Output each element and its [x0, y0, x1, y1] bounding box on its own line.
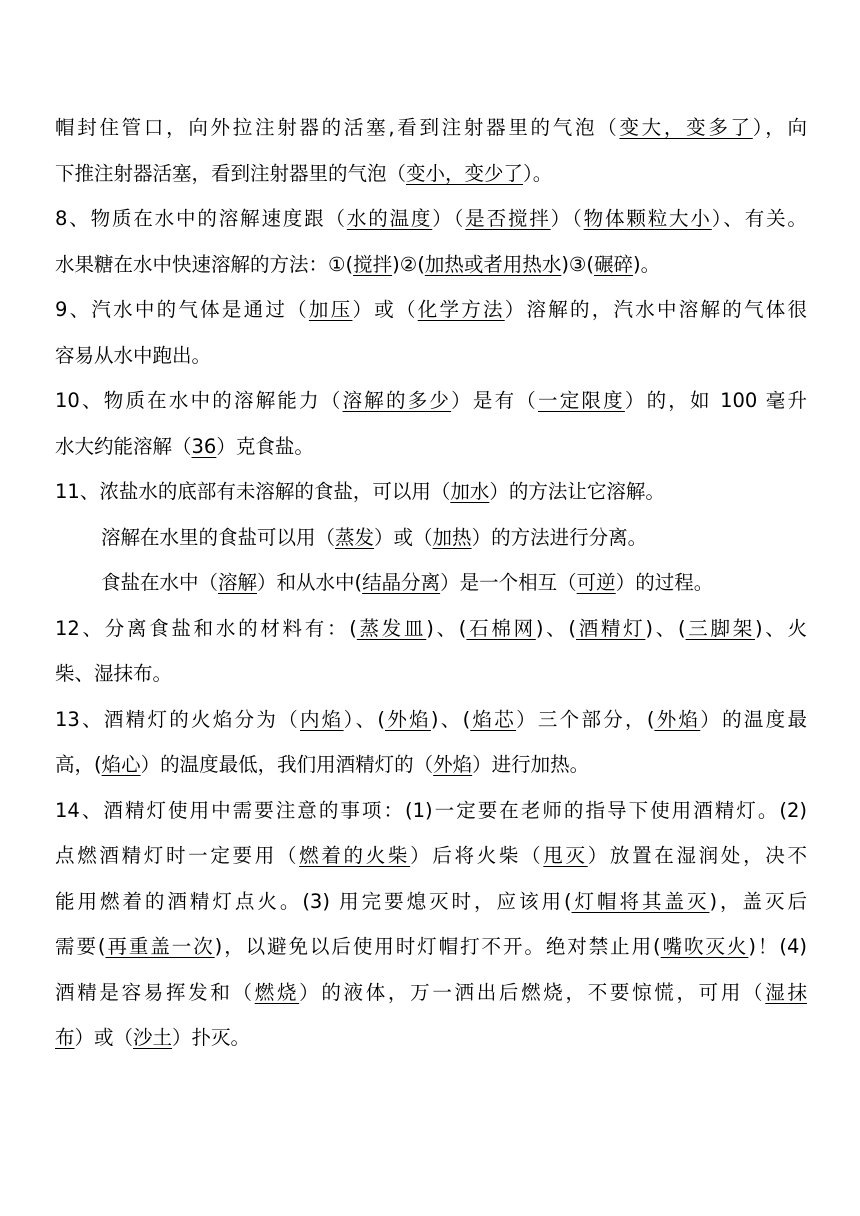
answer-underlined: 燃烧 — [254, 980, 300, 1004]
text-segment: ）的温度最低，我们用酒精灯的（ — [140, 753, 434, 776]
answer-underlined: 一定限度 — [538, 389, 625, 412]
answer-underlined: 外焰 — [385, 707, 431, 731]
text-line — [55, 242, 807, 288]
text-line — [55, 515, 807, 561]
text-segment: ）进行加热。 — [472, 753, 590, 776]
answer-underlined: 水的温度 — [346, 207, 433, 230]
text-line — [55, 196, 807, 242]
text-segment: 酒精是容易挥发和（ — [55, 980, 255, 1004]
answer-underlined: 物体颗粒大小 — [583, 207, 712, 230]
answer-underlined: 变小，变少了 — [406, 161, 524, 185]
answer-underlined: 嘴吹灭火 — [660, 935, 749, 958]
text-segment: 9、汽水中的气体是通过（ — [55, 298, 309, 321]
text-segment: 高，( — [55, 753, 102, 776]
answer-underlined: 变大，变多了 — [619, 116, 753, 139]
text-segment: )、火 — [754, 616, 808, 640]
answer-underlined: 加压 — [308, 298, 353, 321]
text-segment: 容易从水中跑出。 — [55, 343, 212, 367]
text-segment: ）或（ — [374, 525, 433, 549]
text-segment: ）克食盐。 — [216, 434, 314, 458]
text-line — [55, 788, 807, 834]
text-line — [55, 560, 807, 606]
answer-underlined: 再重盖一次 — [105, 935, 215, 958]
answer-underlined: 湿抹 — [765, 980, 807, 1004]
text-segment: 水大约能溶解（ — [55, 434, 192, 458]
answer-underlined: 化学方法 — [417, 298, 505, 321]
text-line — [55, 651, 807, 697]
text-segment: ）的，如 100 毫升 — [624, 389, 807, 412]
text-line — [55, 378, 807, 424]
answer-underlined: 焰心 — [101, 753, 141, 776]
text-segment: 8、物质在水中的溶解速度跟（ — [55, 207, 347, 230]
text-segment: )！(4) — [748, 935, 807, 958]
answer-underlined: 外焰 — [654, 707, 701, 731]
text-segment: ）。 — [523, 161, 553, 185]
text-segment: )②( — [392, 252, 425, 276]
answer-underlined: 搅拌 — [353, 252, 393, 276]
text-segment: )，盖灭后 — [709, 889, 807, 913]
text-line — [55, 879, 807, 925]
text-segment: 柴、湿抹布。 — [55, 662, 173, 685]
text-segment: 12、分离食盐和水的材料有：( — [55, 616, 357, 640]
text-segment: 能用燃着的酒精灯点火。(3) 用完要熄灭时，应该用( — [55, 889, 572, 913]
answer-underlined: 溶解的多少 — [342, 389, 452, 412]
answer-underlined: 可逆 — [576, 571, 616, 594]
text-segment: 需要( — [55, 935, 106, 958]
answer-underlined: 酒精灯 — [575, 616, 646, 640]
text-segment: ）或（ — [352, 298, 418, 321]
text-segment: ）和从水中( — [257, 571, 363, 594]
text-segment: ）、( — [343, 707, 386, 731]
text-segment: ）三个部分，( — [516, 707, 655, 731]
text-segment: 13、酒精灯的火焰分为（ — [55, 707, 300, 731]
text-segment: 下推注射器活塞，看到注射器里的气泡（ — [55, 161, 407, 185]
text-segment: 点燃酒精灯时一定要用（ — [55, 844, 300, 867]
text-line — [55, 424, 807, 470]
text-segment: )、( — [430, 707, 471, 731]
text-line — [55, 833, 807, 879]
text-segment: ）放置在湿润处，决不 — [587, 844, 807, 867]
text-segment: )、( — [535, 616, 576, 640]
text-segment: ）的液体，万一洒出后燃烧，不要惊慌，可用（ — [299, 980, 766, 1004]
answer-underlined: 加水 — [450, 480, 490, 503]
text-line — [55, 697, 807, 743]
text-segment: )③( — [561, 252, 595, 276]
answer-underlined: 内焰 — [300, 707, 344, 731]
text-segment: ）的过程。 — [615, 571, 714, 594]
text-segment: ）的温度最 — [700, 707, 807, 731]
answer-underlined: 溶解 — [218, 571, 258, 594]
text-line — [55, 333, 807, 379]
text-line — [55, 606, 807, 652]
text-segment: ）扑灭。 — [172, 1026, 251, 1049]
answer-underlined: 碾碎 — [594, 252, 634, 276]
text-line — [55, 742, 807, 788]
text-segment: ）（ — [550, 207, 584, 230]
answer-underlined: 布 — [55, 1026, 75, 1049]
text-segment: 食盐在水中（ — [101, 571, 219, 594]
text-segment: ）（ — [432, 207, 466, 230]
text-segment: 14、酒精灯使用中需要注意的事项：(1)一定要在老师的指导下使用酒精灯。(2) — [55, 798, 807, 822]
document-body — [55, 105, 807, 1061]
text-line — [55, 151, 807, 197]
text-line — [55, 469, 807, 515]
text-segment: ），向 — [752, 116, 807, 139]
text-line — [55, 970, 807, 1016]
answer-underlined: 沙土 — [133, 1026, 173, 1049]
text-segment: ）的方法让它溶解。 — [489, 480, 665, 503]
text-segment: 10、物质在水中的溶解能力（ — [55, 389, 343, 412]
answer-underlined: 蒸发 — [335, 525, 375, 549]
answer-underlined: 三脚架 — [685, 616, 755, 640]
answer-underlined: 是否搅拌 — [465, 207, 551, 230]
text-segment: 水果糖在水中快速溶解的方法：①( — [55, 252, 354, 276]
text-line — [55, 1015, 807, 1061]
text-segment: )，以避免以后使用时灯帽打不开。绝对禁止用( — [214, 935, 661, 958]
answer-underlined: 灯帽将其盖灭 — [571, 889, 710, 913]
answer-underlined: 加热或者用热水 — [424, 252, 562, 276]
text-segment: )。 — [633, 252, 661, 276]
text-segment: ）溶解的，汽水中溶解的气体很 — [504, 298, 807, 321]
answer-underlined: 石棉网 — [466, 616, 536, 640]
text-line — [55, 924, 807, 970]
text-line — [55, 287, 807, 333]
text-segment: 帽封住管口，向外拉注射器的活塞,看到注射器里的气泡（ — [55, 116, 620, 139]
text-line — [55, 105, 807, 151]
answer-underlined: 外焰 — [433, 753, 473, 776]
answer-underlined: 结晶分离 — [362, 571, 441, 594]
text-segment: ）后将火柴（ — [410, 844, 544, 867]
text-segment: ）、有关。 — [711, 207, 807, 230]
text-segment: ）是有（ — [451, 389, 538, 412]
answer-underlined: 焰芯 — [470, 707, 517, 731]
text-segment: )、( — [645, 616, 686, 640]
answer-underlined: 甩灭 — [543, 844, 588, 867]
text-segment: 11、浓盐水的底部有未溶解的食盐，可以用（ — [55, 480, 451, 503]
text-segment: )、( — [426, 616, 467, 640]
answer-underlined: 36 — [191, 434, 217, 458]
answer-underlined: 燃着的火柴 — [299, 844, 411, 867]
answer-underlined: 蒸发皿 — [356, 616, 427, 640]
text-segment: ）的方法进行分离。 — [471, 525, 648, 549]
answer-underlined: 加热 — [432, 525, 472, 549]
text-segment: ）或（ — [74, 1026, 134, 1049]
text-segment: ）是一个相互（ — [440, 571, 577, 594]
text-segment: 溶解在水里的食盐可以用（ — [101, 525, 336, 549]
